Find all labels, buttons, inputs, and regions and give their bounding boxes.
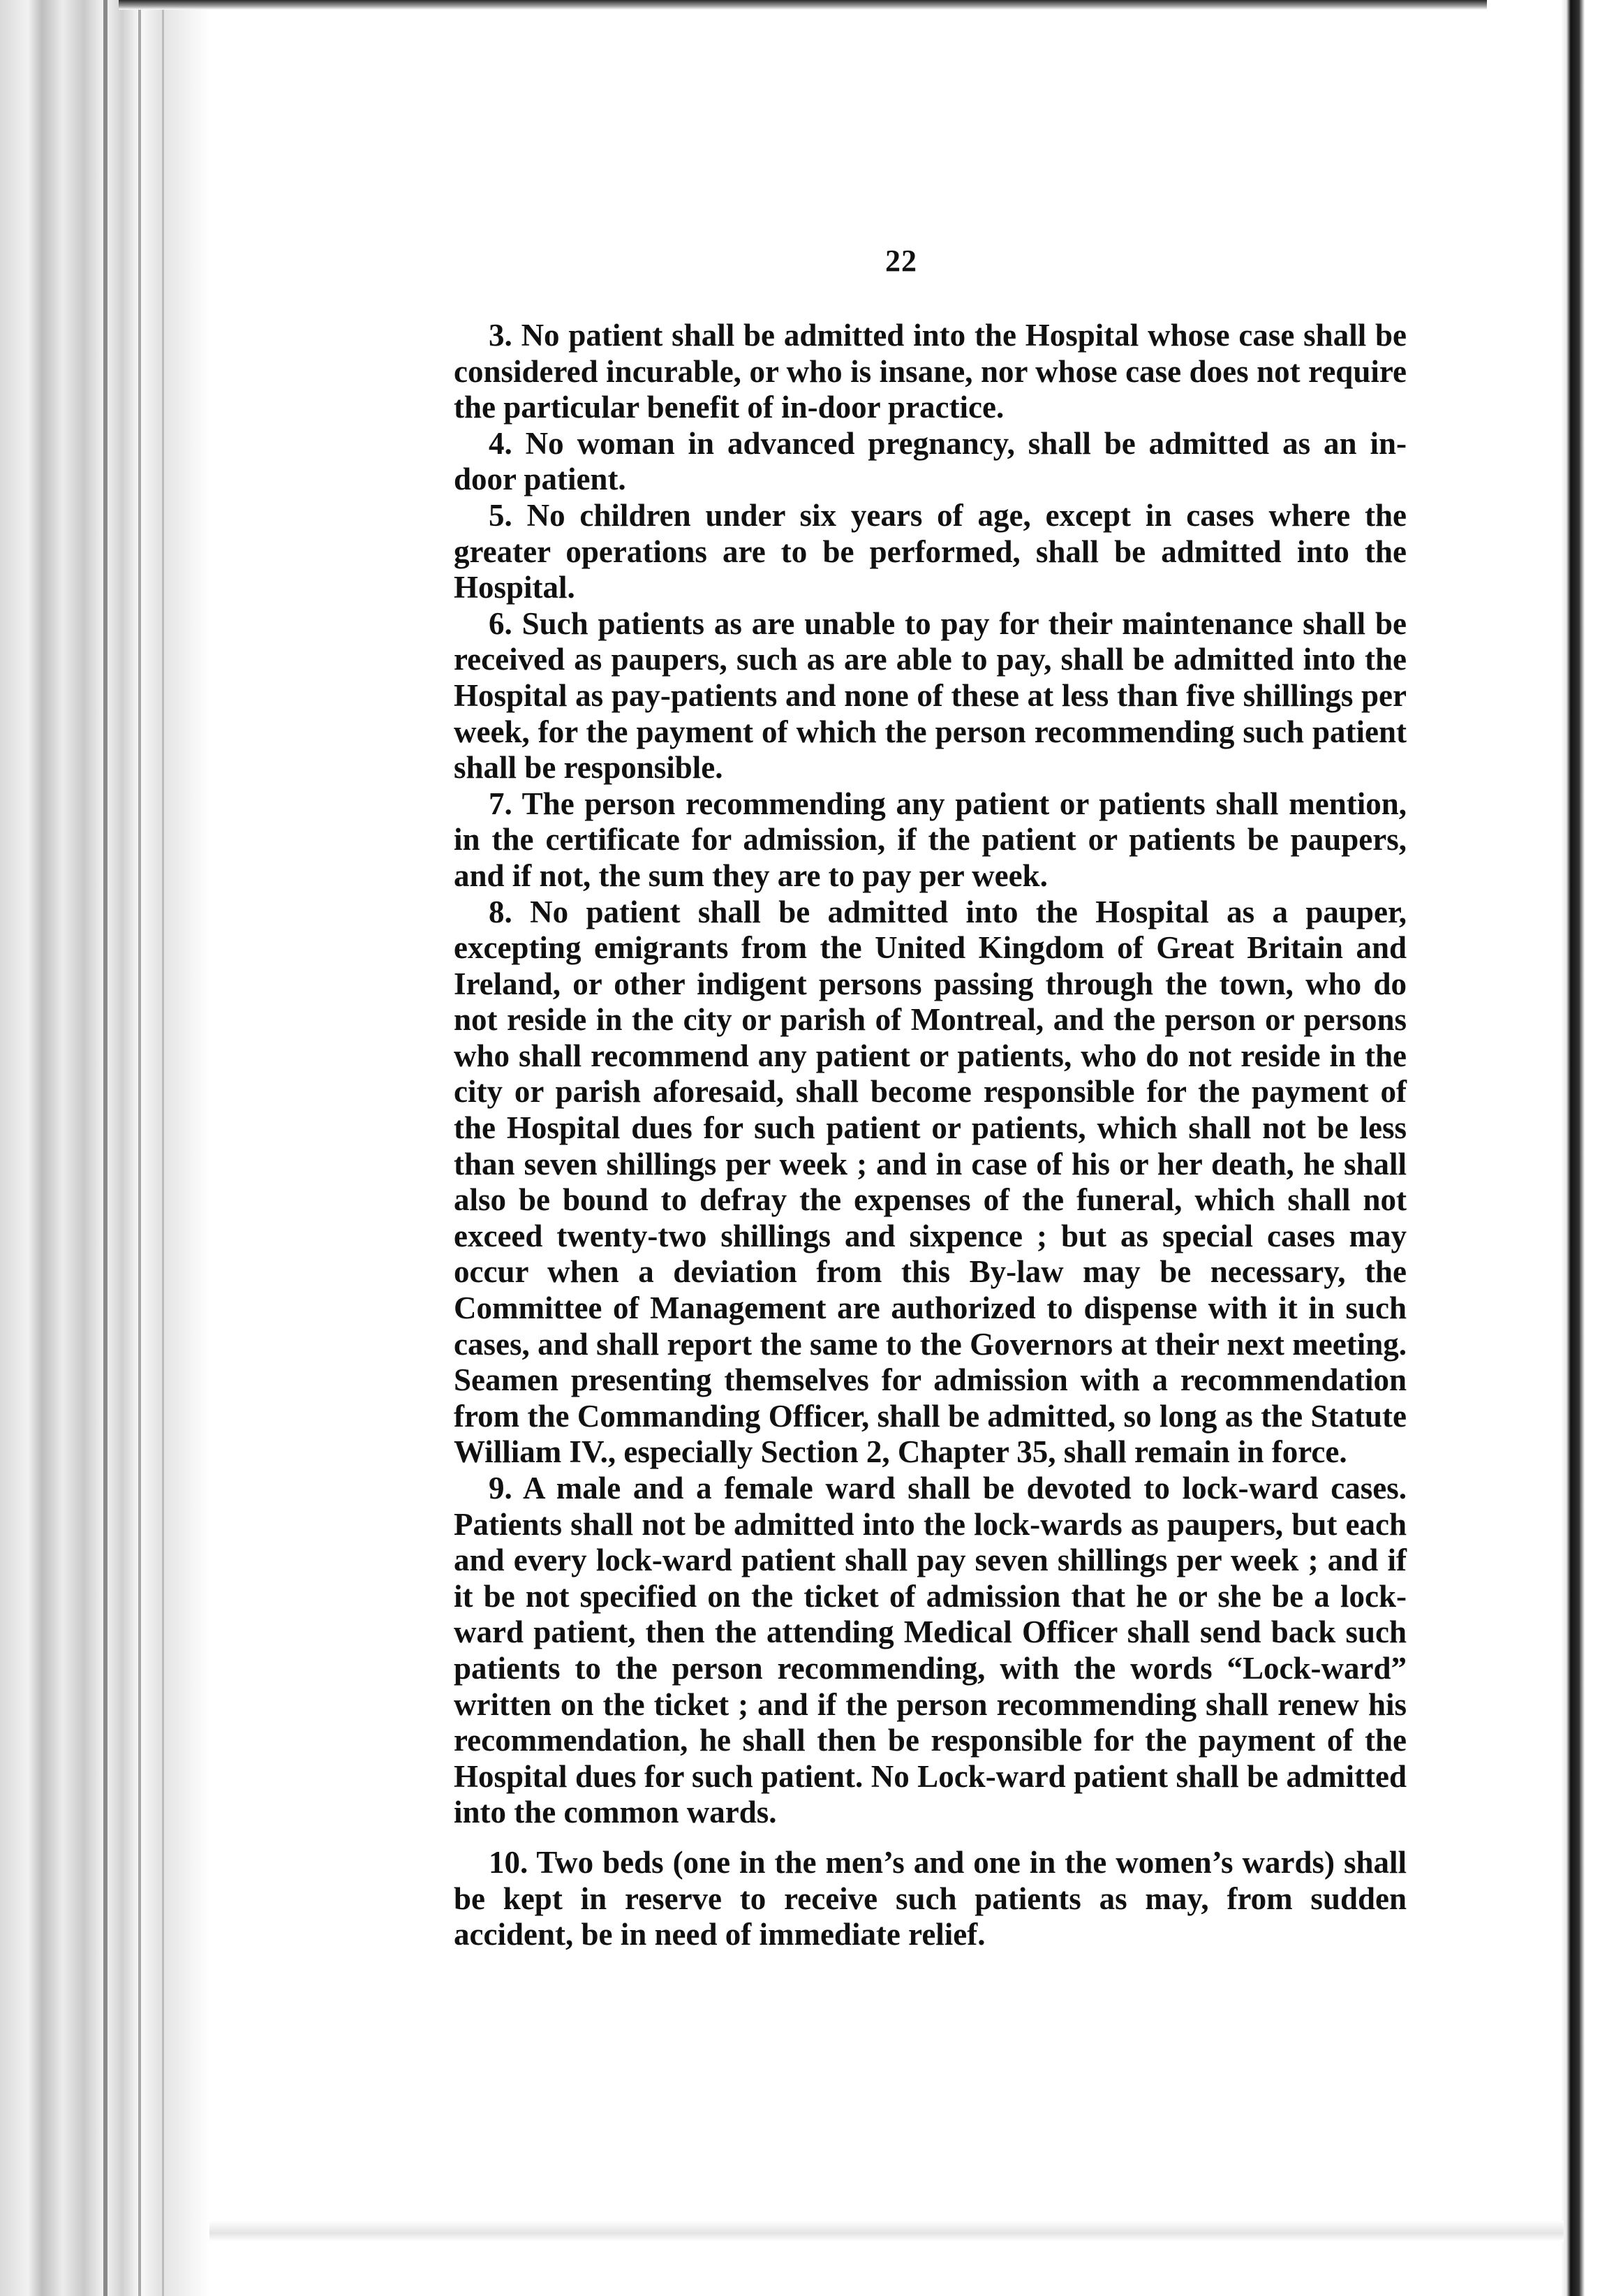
rule-paragraph-6 bbox=[454, 606, 1407, 786]
rule-text: No patient shall be admitted into the Hospital as a pauper, excepting emigrants from the United Kingdom of Great Britain and Ireland, or other indigent persons passing through the town, who do not reside in the city or parish of Montreal, and the person or persons who shall recommend any patient or patients, who do not reside in the city or parish aforesaid, shall become responsible for the payment of the Hospital dues for such patient or patients, which shall not be less than seven shillings per week ; and in case of his or her death, he shall also be bound to defray the expenses of the funeral, which shall not exceed twenty-two shillings and sixpence ; but as special cases may occur when a deviation from this By-law may be necessary, the Committee of Management are authorized to dispense with it in such cases, and shall report the same to the Governors at their next meeting. Seamen presenting themselves for admission with a recommendation from the Commanding Officer, shall be admitted, so long as the Statute William IV., especially Section 2, Chapter 35, shall remain in force. bbox=[454, 894, 1407, 1470]
rule-paragraph-3 bbox=[454, 318, 1407, 426]
rule-text: No woman in advanced pregnancy, shall be admitted as an in-door patient. bbox=[454, 425, 1407, 497]
top-edge-shadow bbox=[119, 0, 1487, 10]
rule-paragraph-7 bbox=[454, 786, 1407, 895]
rule-paragraph-9 bbox=[454, 1471, 1407, 1831]
page-number: 22 bbox=[885, 244, 917, 278]
page-stack-edge bbox=[0, 0, 209, 2296]
rule-number: 7. bbox=[489, 786, 512, 821]
rule-paragraph-10 bbox=[454, 1845, 1407, 1953]
rule-number: 8. bbox=[489, 894, 512, 929]
rule-paragraph-4 bbox=[454, 426, 1407, 498]
page-edge-line bbox=[162, 0, 164, 2296]
page-edge-line bbox=[103, 0, 108, 2296]
rule-number: 4. bbox=[489, 425, 512, 461]
rule-number: 5. bbox=[489, 497, 512, 533]
rule-text: Such patients as are unable to pay for their maintenance shall be received as paupers, such as are able to pay, shall be admitted into the Hospital as pay-patients and none of these at less than five shillings per week, for the payment of which the person recommending such patient shall be responsible. bbox=[454, 605, 1407, 786]
body-text bbox=[454, 318, 1407, 1953]
right-edge-shadow bbox=[1561, 0, 1600, 2296]
page-edge-line bbox=[138, 0, 141, 2296]
rule-number: 6. bbox=[489, 605, 512, 641]
bottom-edge-shadow bbox=[209, 2221, 1564, 2242]
rule-paragraph-5 bbox=[454, 498, 1407, 606]
rule-text: No patient shall be admitted into the Hospital whose case shall be considered incurable, or who is insane, nor whose case does not require the particular benefit of in-door practice. bbox=[454, 318, 1407, 425]
rule-text: No children under six years of age, except in cases where the greater operations are to be performed, shall be admitted into the Hospital. bbox=[454, 497, 1407, 605]
rule-text: A male and a female ward shall be devoted to lock-ward cases. Patients shall not be admitted into the lock-wards as paupers, but each and every lock-ward patient shall pay seven shillings per week ; and if it be not specified on the ticket of admission that he or she be a lock-ward patient, then the attending Medical Officer shall send back such patients to the person recommending, with the words “Lock-ward” written on the ticket ; and if the person recommending shall renew his recommendation, he shall then be responsible for the payment of the Hospital dues for such patient. No Lock-ward patient shall be admitted into the common wards. bbox=[454, 1471, 1407, 1830]
rule-number: 9. bbox=[489, 1471, 512, 1506]
rule-text: The person recommending any patient or patients shall mention, in the certificate for admission, if the patient or patients be paupers, and if not, the sum they are to pay per week. bbox=[454, 786, 1407, 893]
rule-number: 10. bbox=[489, 1844, 528, 1880]
rule-paragraph-8 bbox=[454, 895, 1407, 1471]
rule-text: Two beds (one in the men’s and one in the women’s wards) shall be kept in reserve to receive such patients as may, from sudden accident, be in need of immediate relief. bbox=[454, 1844, 1407, 1952]
rule-number: 3. bbox=[489, 318, 512, 353]
